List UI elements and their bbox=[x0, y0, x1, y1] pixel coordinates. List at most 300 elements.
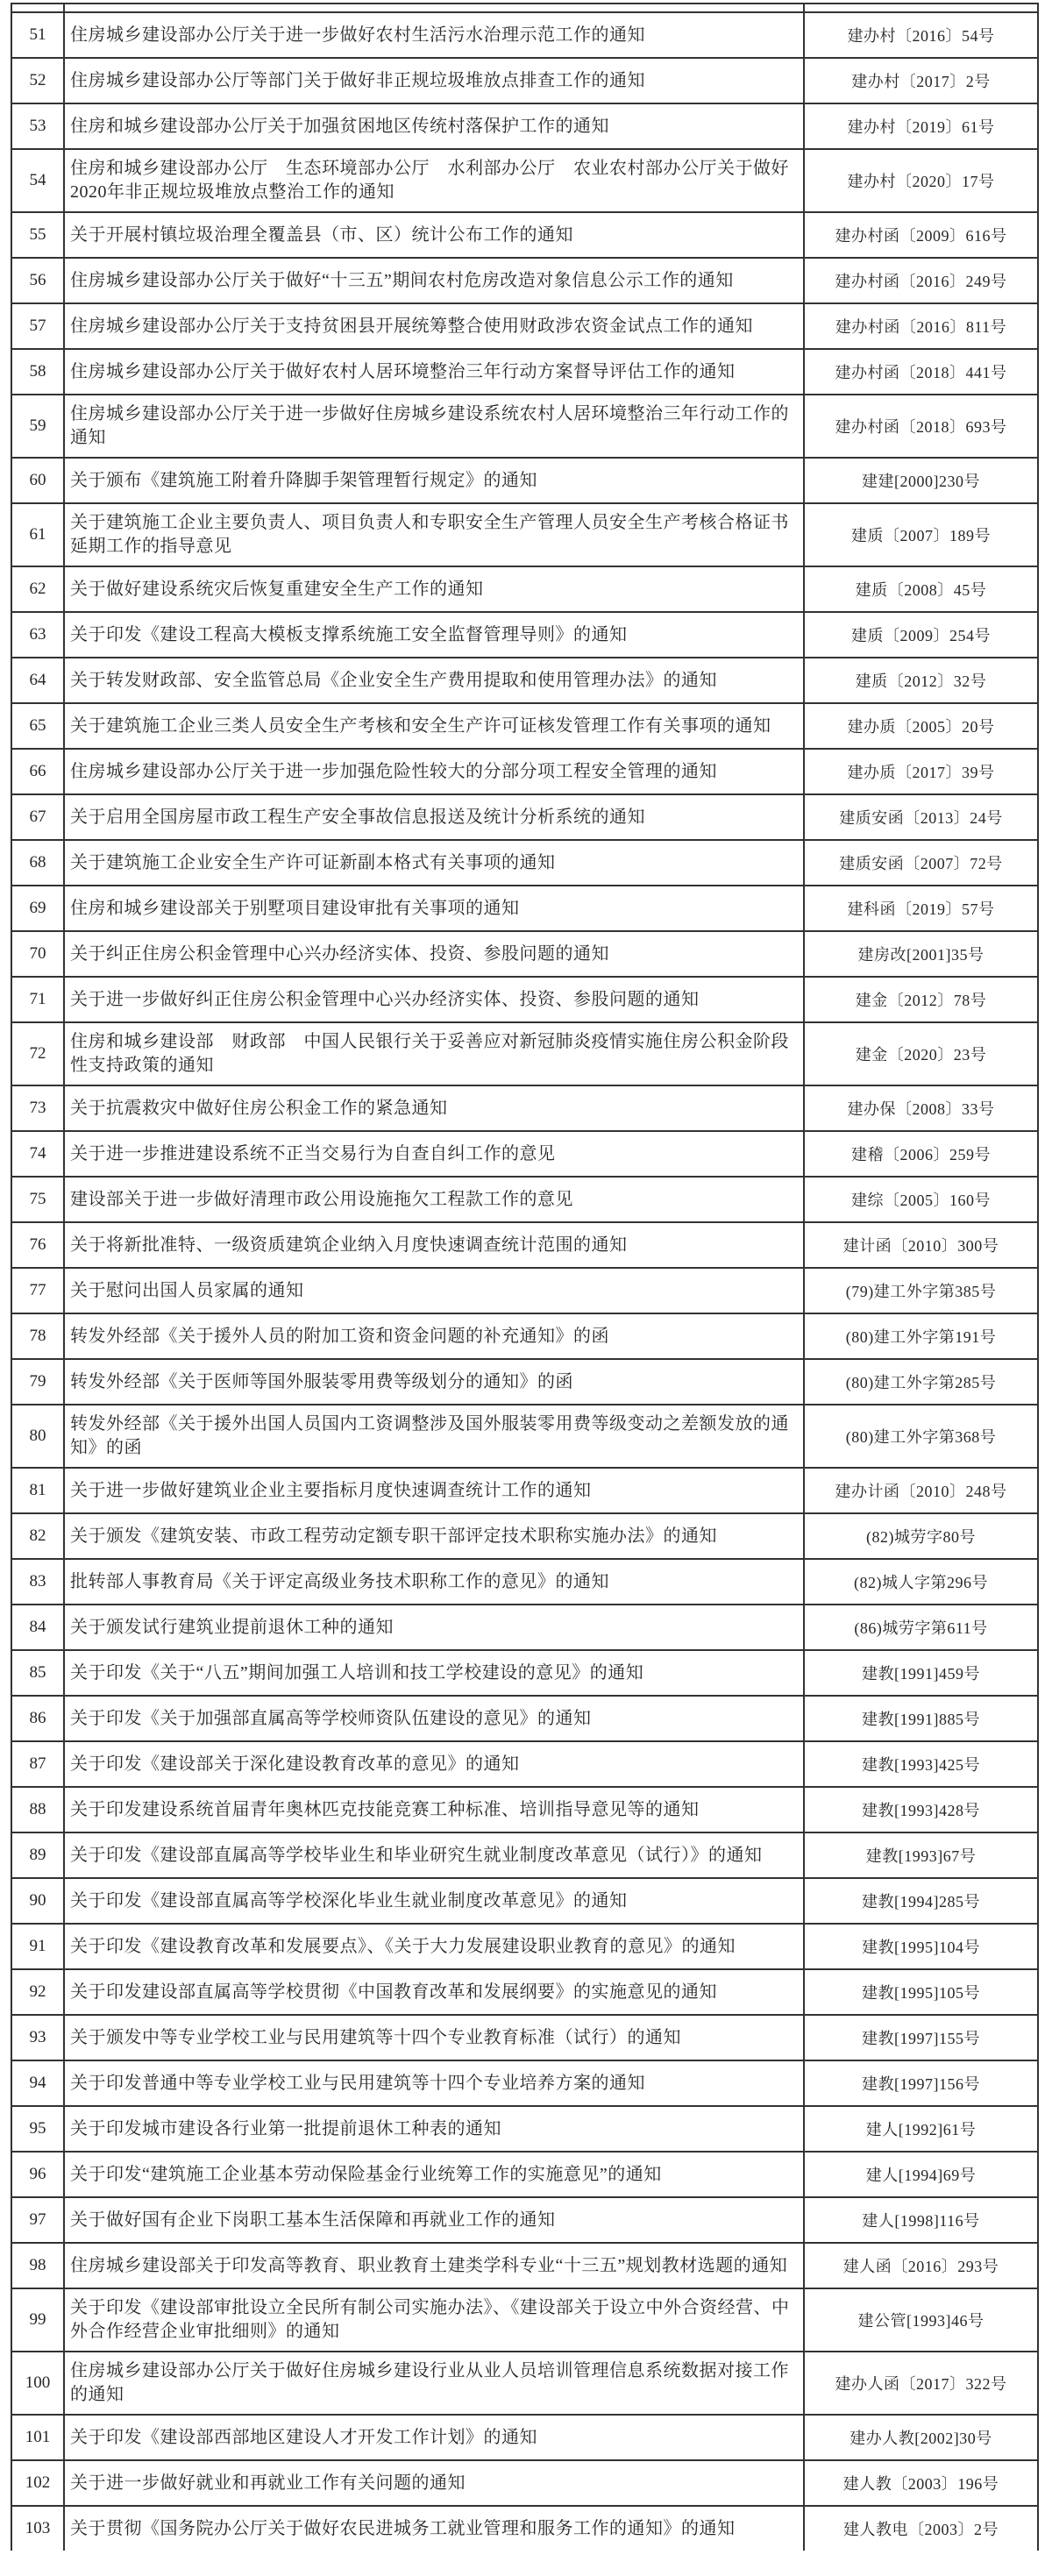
row-number-cell bbox=[12, 1223, 65, 1267]
table-row bbox=[12, 1649, 1037, 1695]
document-number: 建房改[2001]35号 bbox=[857, 946, 984, 964]
table-row bbox=[12, 1085, 1037, 1130]
document-number: 建办村函〔2009〕616号 bbox=[835, 227, 1007, 245]
document-title-cell bbox=[65, 2198, 803, 2242]
row-number-cell bbox=[12, 704, 65, 748]
document-title-cell bbox=[65, 1023, 803, 1085]
row-number-cell bbox=[12, 2198, 65, 2242]
document-title-cell bbox=[65, 259, 803, 302]
document-title: 关于建筑施工企业主要负责人、项目负责人和专职安全生产管理人员安全生产考核合格证书延期工作的指导意见 bbox=[70, 513, 789, 556]
row-number: 65 bbox=[29, 716, 46, 735]
document-title-cell bbox=[65, 1469, 803, 1512]
document-number: 建科函〔2019〕57号 bbox=[847, 900, 995, 918]
document-title: 转发外经部《关于援外出国人员国内工资调整涉及国外服装零用费等级变动之差额发放的通知》的函 bbox=[70, 1414, 789, 1457]
table-row bbox=[12, 930, 1037, 976]
document-title: 关于印发《建设部关于深化建设教育改革的意见》的通知 bbox=[70, 1754, 520, 1774]
document-title: 关于做好建设系统灾后恢复重建安全生产工作的通知 bbox=[70, 579, 484, 599]
document-title: 建设部关于进一步做好清理市政公用设施拖欠工程款工作的意见 bbox=[70, 1189, 573, 1209]
document-title: 关于印发普通中等专业学校工业与民用建筑等十四个专业培养方案的通知 bbox=[70, 2073, 645, 2093]
document-number-cell bbox=[803, 1405, 1037, 1467]
document-title-cell bbox=[65, 1178, 803, 1221]
document-title-cell bbox=[65, 1132, 803, 1176]
table-row bbox=[12, 976, 1037, 1021]
row-number: 103 bbox=[25, 2519, 51, 2537]
document-number: 建教[1994]285号 bbox=[862, 1893, 980, 1911]
row-number: 54 bbox=[29, 171, 46, 189]
document-title-cell bbox=[65, 459, 803, 502]
document-number-cell bbox=[803, 2461, 1037, 2505]
document-title: 关于印发《关于加强部直属高等学校师资队伍建设的意见》的通知 bbox=[70, 1708, 592, 1728]
document-number-cell bbox=[803, 13, 1037, 57]
row-number-cell bbox=[12, 1651, 65, 1695]
document-number-cell bbox=[803, 704, 1037, 748]
document-number-cell bbox=[803, 459, 1037, 502]
document-number-cell bbox=[803, 2061, 1037, 2105]
row-number: 80 bbox=[29, 1427, 46, 1445]
row-number: 76 bbox=[29, 1235, 46, 1254]
row-number: 70 bbox=[29, 944, 46, 963]
document-number: 建办质〔2017〕39号 bbox=[847, 764, 995, 781]
document-number-cell bbox=[803, 104, 1037, 148]
row-number-cell bbox=[12, 1314, 65, 1358]
document-number: 建质安函〔2007〕72号 bbox=[839, 855, 1003, 872]
row-number-cell bbox=[12, 2352, 65, 2414]
row-number: 97 bbox=[29, 2210, 46, 2229]
document-title-cell bbox=[65, 1405, 803, 1467]
row-number: 69 bbox=[29, 899, 46, 917]
document-title-cell bbox=[65, 1086, 803, 1130]
document-title-cell bbox=[65, 1970, 803, 2014]
document-number-cell bbox=[803, 259, 1037, 302]
document-number-cell bbox=[803, 2507, 1037, 2551]
document-title: 关于进一步做好建筑业企业主要指标月度快速调查统计工作的通知 bbox=[70, 1480, 592, 1500]
document-title: 关于印发《建设部西部地区建设人才开发工作计划》的通知 bbox=[70, 2427, 537, 2447]
document-number: 建金〔2012〕78号 bbox=[855, 992, 987, 1009]
document-title: 关于慰问出国人员家属的通知 bbox=[70, 1280, 304, 1300]
table-row bbox=[12, 657, 1037, 702]
table-row bbox=[12, 2060, 1037, 2105]
row-number: 61 bbox=[29, 525, 46, 544]
document-number: 建教[1997]156号 bbox=[862, 2075, 980, 2093]
table-row bbox=[12, 211, 1037, 257]
row-number: 92 bbox=[29, 1982, 46, 2001]
document-number: 建办村〔2017〕2号 bbox=[851, 73, 991, 90]
document-title-cell bbox=[65, 2153, 803, 2196]
table-row bbox=[12, 1358, 1037, 1404]
row-number-cell bbox=[12, 795, 65, 839]
row-number: 90 bbox=[29, 1891, 46, 1910]
row-number: 75 bbox=[29, 1190, 46, 1208]
table-row bbox=[12, 457, 1037, 502]
table-row bbox=[12, 1740, 1037, 1786]
document-number: 建计函〔2010〕300号 bbox=[842, 1237, 999, 1255]
row-number: 62 bbox=[29, 580, 46, 598]
row-number-cell bbox=[12, 395, 65, 457]
document-number-cell bbox=[803, 1560, 1037, 1604]
document-number-cell bbox=[803, 1132, 1037, 1176]
row-number-cell bbox=[12, 1560, 65, 1604]
document-number-cell bbox=[803, 932, 1037, 976]
document-title-cell bbox=[65, 395, 803, 457]
document-number-cell bbox=[803, 841, 1037, 885]
document-title: 关于启用全国房屋市政工程生产安全事故信息报送及统计分析系统的通知 bbox=[70, 807, 645, 827]
document-number-cell bbox=[803, 1742, 1037, 1786]
row-number-cell bbox=[12, 932, 65, 976]
row-number: 77 bbox=[29, 1281, 46, 1299]
document-number: 建稽〔2006〕259号 bbox=[851, 1146, 991, 1163]
row-number-cell bbox=[12, 750, 65, 793]
document-number-cell bbox=[803, 1651, 1037, 1695]
table-row bbox=[12, 1923, 1037, 1968]
row-number-cell bbox=[12, 304, 65, 348]
table-row bbox=[12, 2505, 1037, 2551]
document-title: 住房和城乡建设部关于别墅项目建设审批有关事项的通知 bbox=[70, 898, 520, 918]
row-number-cell bbox=[12, 1788, 65, 1832]
document-title-cell bbox=[65, 2416, 803, 2459]
row-number: 66 bbox=[29, 762, 46, 780]
row-number-cell bbox=[12, 658, 65, 702]
table-row bbox=[12, 611, 1037, 657]
row-number-cell bbox=[12, 350, 65, 394]
document-number-cell bbox=[803, 750, 1037, 793]
document-title-cell bbox=[65, 2016, 803, 2060]
document-number-cell bbox=[803, 4, 1037, 11]
row-number-cell bbox=[12, 459, 65, 502]
row-number: 102 bbox=[25, 2473, 51, 2492]
document-number-cell bbox=[803, 1925, 1037, 1968]
document-title-cell bbox=[65, 1833, 803, 1877]
row-number: 100 bbox=[25, 2373, 51, 2392]
document-number-cell bbox=[803, 1697, 1037, 1740]
row-number: 51 bbox=[29, 25, 46, 44]
row-number: 93 bbox=[29, 2028, 46, 2046]
table-row bbox=[12, 11, 1037, 57]
document-number: (80)建工外字第285号 bbox=[845, 1374, 997, 1391]
document-number: 建人教电〔2003〕2号 bbox=[843, 2521, 999, 2538]
row-number: 91 bbox=[29, 1937, 46, 1955]
document-title: 住房城乡建设部办公厅关于做好住房城乡建设行业从业人员培训管理信息系统数据对接工作的通知 bbox=[70, 2361, 789, 2404]
document-number: 建质〔2007〕189号 bbox=[851, 527, 991, 544]
row-number-cell bbox=[12, 1269, 65, 1313]
document-number: 建办村〔2016〕54号 bbox=[847, 27, 995, 45]
row-number-cell bbox=[12, 104, 65, 148]
document-title-cell bbox=[65, 1269, 803, 1313]
row-number-cell bbox=[12, 4, 65, 11]
row-number-cell bbox=[12, 567, 65, 611]
document-title: 关于印发建设系统首届青年奥林匹克技能竞赛工种标准、培训指导意见等的通知 bbox=[70, 1799, 700, 1819]
document-title-cell bbox=[65, 2061, 803, 2105]
document-title-cell bbox=[65, 2289, 803, 2351]
document-title: 关于印发城市建设各行业第一批提前退休工种表的通知 bbox=[70, 2118, 501, 2138]
row-number: 55 bbox=[29, 225, 46, 244]
document-title-cell bbox=[65, 2461, 803, 2505]
table-row bbox=[12, 2459, 1037, 2505]
document-title: 住房和城乡建设部 财政部 中国人民银行关于妥善应对新冠肺炎疫情实施住房公积金阶段性支持政策的通知 bbox=[70, 1032, 789, 1075]
document-title: 关于印发《建设教育改革和发展要点》、《关于大力发展建设职业教育的意见》的通知 bbox=[70, 1936, 736, 1956]
row-number-cell bbox=[12, 259, 65, 302]
table-row bbox=[12, 1558, 1037, 1604]
document-number-cell bbox=[803, 2352, 1037, 2414]
row-number: 83 bbox=[29, 1572, 46, 1590]
document-title: 转发外经部《关于援外人员的附加工资和资金问题的补充通知》的函 bbox=[70, 1326, 609, 1346]
table-row bbox=[12, 885, 1037, 930]
table-row bbox=[12, 2242, 1037, 2288]
document-title: 关于进一步推进建设系统不正当交易行为自查自纠工作的意见 bbox=[70, 1143, 556, 1163]
document-number-cell bbox=[803, 395, 1037, 457]
row-number-cell bbox=[12, 2107, 65, 2151]
row-number-cell bbox=[12, 1605, 65, 1649]
row-number: 101 bbox=[25, 2428, 51, 2446]
table-row bbox=[12, 2288, 1037, 2351]
document-number: 建人[1994]69号 bbox=[865, 2167, 977, 2184]
row-number: 59 bbox=[29, 416, 46, 435]
table-row bbox=[12, 2196, 1037, 2242]
document-number-cell bbox=[803, 59, 1037, 103]
document-title-cell bbox=[65, 304, 803, 348]
document-title-cell bbox=[65, 978, 803, 1021]
row-number-cell bbox=[12, 504, 65, 566]
row-number-cell bbox=[12, 2461, 65, 2505]
document-number: 建办人教[2002]30号 bbox=[849, 2430, 992, 2447]
document-number: 建质〔2008〕45号 bbox=[855, 581, 987, 599]
document-number: 建办保〔2008〕33号 bbox=[847, 1100, 995, 1118]
document-number-cell bbox=[803, 1514, 1037, 1558]
document-title: 关于颁发试行建筑业提前退休工种的通知 bbox=[70, 1617, 394, 1637]
document-number-cell bbox=[803, 304, 1037, 348]
row-number: 68 bbox=[29, 853, 46, 872]
row-number-cell bbox=[12, 1405, 65, 1467]
row-number: 73 bbox=[29, 1099, 46, 1117]
document-title-cell bbox=[65, 59, 803, 103]
document-title: 住房城乡建设部办公厅关于进一步加强危险性较大的分部分项工程安全管理的通知 bbox=[70, 761, 717, 781]
document-title: 住房和城乡建设部办公厅关于加强贫困地区传统村落保护工作的通知 bbox=[70, 116, 609, 136]
row-number-cell bbox=[12, 2289, 65, 2351]
document-title: 关于印发《建设部直属高等学校深化毕业生就业制度改革意见》的通知 bbox=[70, 1890, 628, 1911]
row-number: 71 bbox=[29, 990, 46, 1008]
document-title: 关于印发“建筑施工企业基本劳动保险基金行业统筹工作的实施意见”的通知 bbox=[70, 2164, 662, 2184]
document-number: 建教[1993]425号 bbox=[862, 1756, 980, 1774]
table-row bbox=[12, 2414, 1037, 2459]
document-number: 建教[1995]104号 bbox=[862, 1939, 980, 1956]
row-number: 74 bbox=[29, 1144, 46, 1163]
table-row bbox=[12, 1176, 1037, 1221]
document-number-cell bbox=[803, 1086, 1037, 1130]
document-number-cell bbox=[803, 213, 1037, 257]
document-title-cell bbox=[65, 2107, 803, 2151]
document-title-cell bbox=[65, 1514, 803, 1558]
document-number: 建质〔2009〕254号 bbox=[851, 627, 991, 644]
row-number-cell bbox=[12, 150, 65, 211]
document-title: 关于印发《建设工程高大模板支撑系统施工安全监督管理导则》的通知 bbox=[70, 624, 628, 644]
table-row bbox=[12, 57, 1037, 103]
document-number-cell bbox=[803, 504, 1037, 566]
document-number: 建教[1995]105号 bbox=[862, 1984, 980, 2002]
table-row bbox=[12, 1695, 1037, 1740]
document-title: 关于建筑施工企业三类人员安全生产考核和安全生产许可证核发管理工作有关事项的通知 bbox=[70, 715, 771, 736]
table-row bbox=[12, 793, 1037, 839]
row-number-cell bbox=[12, 2153, 65, 2196]
row-number: 82 bbox=[29, 1526, 46, 1545]
document-number: 建质安函〔2013〕24号 bbox=[839, 809, 1003, 827]
document-number-cell bbox=[803, 1833, 1037, 1877]
document-title-cell bbox=[65, 1742, 803, 1786]
document-title: 关于转发财政部、安全监管总局《企业安全生产费用提取和使用管理办法》的通知 bbox=[70, 670, 717, 690]
document-title: 关于建筑施工企业安全生产许可证新副本格式有关事项的通知 bbox=[70, 852, 556, 872]
document-title-cell bbox=[65, 932, 803, 976]
table-row bbox=[12, 1404, 1037, 1467]
row-number-cell bbox=[12, 1178, 65, 1221]
table-row bbox=[12, 1604, 1037, 1649]
document-number-cell bbox=[803, 1469, 1037, 1512]
row-number-cell bbox=[12, 1879, 65, 1923]
row-number-cell bbox=[12, 2507, 65, 2551]
document-number: (80)建工外字第191号 bbox=[845, 1328, 997, 1346]
row-number-cell bbox=[12, 1742, 65, 1786]
row-number: 64 bbox=[29, 671, 46, 689]
table-row bbox=[12, 148, 1037, 211]
document-number: 建公管[1993]46号 bbox=[857, 2312, 984, 2330]
row-number-cell bbox=[12, 2016, 65, 2060]
row-number: 67 bbox=[29, 808, 46, 826]
row-number: 98 bbox=[29, 2256, 46, 2274]
document-number-cell bbox=[803, 1605, 1037, 1649]
document-title: 住房城乡建设部关于印发高等教育、职业教育土建类学科专业“十三五”规划教材选题的通知 bbox=[70, 2255, 788, 2275]
row-number: 58 bbox=[29, 362, 46, 381]
document-number: 建办村〔2020〕17号 bbox=[847, 173, 995, 190]
document-title-cell bbox=[65, 1605, 803, 1649]
document-number: 建办村函〔2016〕249号 bbox=[835, 273, 1007, 290]
document-number-cell bbox=[803, 1879, 1037, 1923]
document-title-cell bbox=[65, 1879, 803, 1923]
table-row bbox=[12, 1467, 1037, 1512]
document-title-cell bbox=[65, 1560, 803, 1604]
document-title-cell bbox=[65, 886, 803, 930]
table-row bbox=[12, 1130, 1037, 1176]
document-title-cell bbox=[65, 704, 803, 748]
document-number-cell bbox=[803, 1023, 1037, 1085]
document-number: 建人[1998]116号 bbox=[862, 2212, 980, 2230]
document-number-cell bbox=[803, 2244, 1037, 2288]
row-number: 53 bbox=[29, 117, 46, 135]
table-row bbox=[12, 748, 1037, 793]
table-row bbox=[12, 702, 1037, 748]
document-number-cell bbox=[803, 613, 1037, 657]
document-title: 关于颁布《建筑施工附着升降脚手架管理暂行规定》的通知 bbox=[70, 470, 537, 490]
document-number: 建办人函〔2017〕322号 bbox=[835, 2375, 1007, 2393]
document-title: 关于做好国有企业下岗职工基本生活保障和再就业工作的通知 bbox=[70, 2210, 556, 2230]
row-number: 63 bbox=[29, 625, 46, 644]
table-row bbox=[12, 566, 1037, 611]
document-title: 关于印发《建设部审批设立全民所有制公司实施办法》、《建设部关于设立中外合资经营、中外合作经营企业审批细则》的通知 bbox=[70, 2298, 790, 2341]
document-number: 建办计函〔2010〕248号 bbox=[835, 1483, 1007, 1500]
document-number-cell bbox=[803, 1788, 1037, 1832]
document-number-cell bbox=[803, 2198, 1037, 2242]
document-number-cell bbox=[803, 658, 1037, 702]
document-number-cell bbox=[803, 978, 1037, 1021]
table-row bbox=[12, 1512, 1037, 1558]
document-title-cell bbox=[65, 213, 803, 257]
document-number-cell bbox=[803, 350, 1037, 394]
document-title-cell bbox=[65, 13, 803, 57]
document-title: 关于进一步做好就业和再就业工作有关问题的通知 bbox=[70, 2473, 466, 2493]
document-title: 住房城乡建设部办公厅关于进一步做好住房城乡建设系统农村人居环境整治三年行动工作的通知 bbox=[70, 404, 789, 447]
document-number: (82)城人字第296号 bbox=[854, 1574, 988, 1591]
document-number-cell bbox=[803, 886, 1037, 930]
document-number-cell bbox=[803, 1360, 1037, 1404]
document-title: 住房和城乡建设部办公厅 生态环境部办公厅 水利部办公厅 农业农村部办公厅关于做好2020年非正规垃圾堆放点整治工作的通知 bbox=[70, 159, 789, 202]
row-number: 81 bbox=[29, 1481, 46, 1499]
document-title: 关于进一步做好纠正住房公积金管理中心兴办经济实体、投资、参股问题的通知 bbox=[70, 989, 700, 1009]
document-title-cell bbox=[65, 567, 803, 611]
document-title-cell bbox=[65, 613, 803, 657]
row-number: 96 bbox=[29, 2165, 46, 2183]
document-list-table bbox=[11, 3, 1039, 2551]
row-number: 72 bbox=[29, 1044, 46, 1063]
row-number-cell bbox=[12, 2244, 65, 2288]
document-number: 建教[1997]155号 bbox=[862, 2030, 980, 2047]
document-number: 建人教〔2003〕196号 bbox=[842, 2475, 999, 2493]
row-number: 89 bbox=[29, 1846, 46, 1864]
document-title-cell bbox=[65, 104, 803, 148]
document-number-cell bbox=[803, 2107, 1037, 2151]
document-title-cell bbox=[65, 1697, 803, 1740]
table-row bbox=[12, 1221, 1037, 1267]
document-number: 建人函〔2016〕293号 bbox=[842, 2258, 999, 2275]
document-title: 批转部人事教育局《关于评定高级业务技术职称工作的意见》的通知 bbox=[70, 1571, 609, 1591]
document-title: 关于印发《建设部直属高等学校毕业生和毕业研究生就业制度改革意见（试行）》的通知 bbox=[70, 1845, 763, 1865]
row-number-cell bbox=[12, 59, 65, 103]
row-number-cell bbox=[12, 2416, 65, 2459]
row-number: 99 bbox=[29, 2310, 46, 2329]
row-number: 94 bbox=[29, 2074, 46, 2092]
row-number: 57 bbox=[29, 317, 46, 335]
document-number-cell bbox=[803, 1314, 1037, 1358]
document-title-cell bbox=[65, 350, 803, 394]
table-row bbox=[12, 839, 1037, 885]
document-title: 关于抗震救灾中做好住房公积金工作的紧急通知 bbox=[70, 1098, 448, 1118]
document-title: 住房城乡建设部办公厅关于支持贫困县开展统筹整合使用财政涉农资金试点工作的通知 bbox=[70, 316, 753, 336]
table-row bbox=[12, 257, 1037, 302]
document-title: 住房城乡建设部办公厅关于做好“十三五”期间农村危房改造对象信息公示工作的通知 bbox=[70, 270, 734, 290]
row-number: 95 bbox=[29, 2119, 46, 2138]
document-title-cell bbox=[65, 4, 803, 11]
document-title-cell bbox=[65, 2244, 803, 2288]
document-number-cell bbox=[803, 1970, 1037, 2014]
document-title-cell bbox=[65, 1360, 803, 1404]
document-number-cell bbox=[803, 1178, 1037, 1221]
row-number: 85 bbox=[29, 1663, 46, 1682]
document-number: 建办村函〔2016〕811号 bbox=[835, 318, 1007, 336]
row-number: 60 bbox=[29, 471, 46, 489]
row-number-cell bbox=[12, 1360, 65, 1404]
document-title-cell bbox=[65, 504, 803, 566]
table-row bbox=[12, 348, 1037, 394]
document-number: 建金〔2020〕23号 bbox=[855, 1046, 987, 1064]
document-title-cell bbox=[65, 1788, 803, 1832]
document-number: (80)建工外字第368号 bbox=[845, 1428, 997, 1446]
row-number-cell bbox=[12, 1469, 65, 1512]
document-title-cell bbox=[65, 1314, 803, 1358]
document-number: 建人[1992]61号 bbox=[865, 2121, 977, 2138]
row-number-cell bbox=[12, 1970, 65, 2014]
row-number: 84 bbox=[29, 1618, 46, 1636]
table-row bbox=[12, 1786, 1037, 1832]
document-number-cell bbox=[803, 2016, 1037, 2060]
document-number: (79)建工外字第385号 bbox=[845, 1283, 997, 1300]
row-number-cell bbox=[12, 1925, 65, 1968]
row-number: 56 bbox=[29, 271, 46, 289]
document-title-cell bbox=[65, 1651, 803, 1695]
